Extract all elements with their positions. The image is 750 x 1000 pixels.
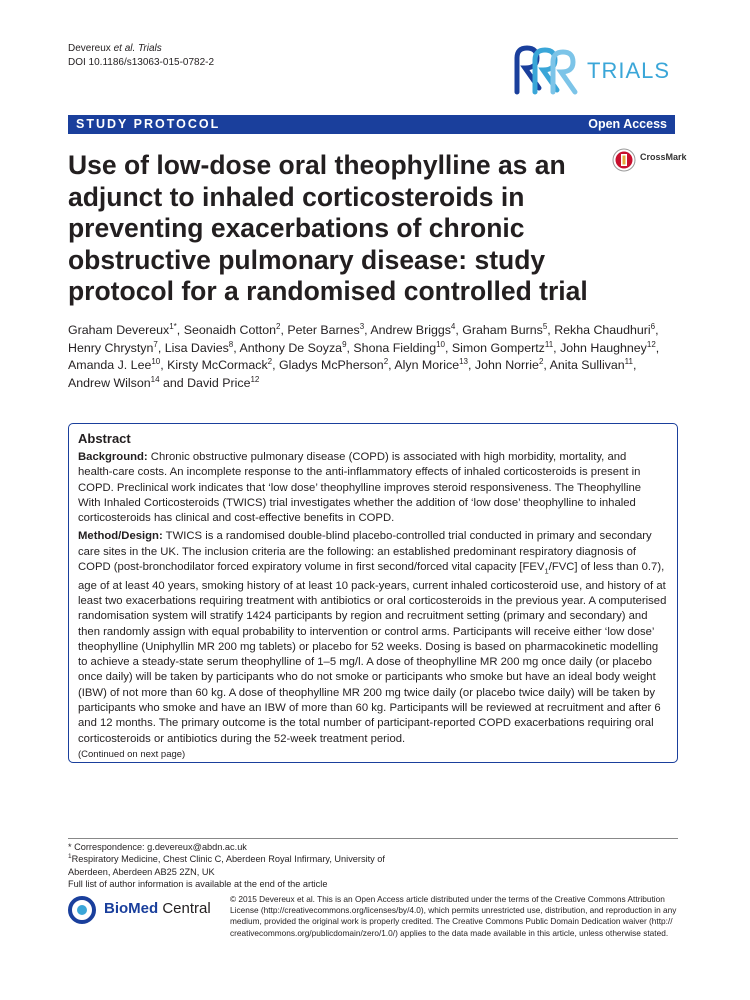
author-name[interactable]: Seonaidh Cotton <box>183 323 277 337</box>
author-name[interactable]: Andrew Briggs <box>370 323 451 337</box>
abstract-line: (IBW) of not more than 60 kg. A dose of theophylline MR 200 mg twice daily (or placebo twice daily) will be taken by <box>78 686 656 699</box>
abstract-text: TWICS is a randomised double-blind placebo-controlled trial conducted in primary and secondary <box>162 530 652 543</box>
author-line <box>68 340 678 358</box>
background-label: Background: <box>78 451 148 463</box>
author-affiliation-sup: 8 <box>228 339 234 349</box>
author-affiliation-sup: 11 <box>544 339 554 349</box>
method-label: Method/Design: <box>78 530 163 543</box>
trials-logo-icon <box>505 40 585 100</box>
abstract-line: corticosteroids or antibiotics during the 52-week treatment period. <box>78 732 406 745</box>
author-affiliation-sup: 2 <box>383 356 389 366</box>
title-line: preventing exacerbations of chronic <box>68 213 525 243</box>
author-affiliation-sup: 14 <box>150 374 160 384</box>
abstract-line: randomisation system will stratify 1424 participants by region and recruitment setting (primary and secondary) and <box>78 610 648 623</box>
biomed-central-name <box>104 900 211 917</box>
abstract-line <box>78 529 668 544</box>
author-separator: , <box>388 358 395 372</box>
author-line <box>68 357 678 375</box>
author-separator: , <box>160 358 168 372</box>
author-separator: , <box>455 323 463 337</box>
author-separator: , <box>157 340 165 355</box>
crossmark-label: CrossMark <box>640 152 687 162</box>
citation-et-al: et al. <box>113 43 136 54</box>
abstract-line: age of at least 40 years, smoking history of at least 10 pack-years, current inhaled corticosteroid use, and history of at <box>78 579 666 592</box>
author-line <box>68 375 678 393</box>
citation-doi[interactable]: DOI 10.1186/s13063-015-0782-2 <box>68 57 215 68</box>
article-type-banner <box>68 115 675 134</box>
article-citation <box>68 42 214 70</box>
abstract-background <box>78 450 668 526</box>
author-affiliation-sup: 2 <box>538 356 544 366</box>
publisher-name-rest: Central <box>158 900 211 917</box>
abstract-text: /FVC] of less than 0.7), <box>548 561 665 574</box>
author-affiliation-sup: 9 <box>342 339 347 349</box>
author-separator: , <box>655 323 659 337</box>
author-affiliation-sup: 10 <box>436 339 445 349</box>
crossmark-icon <box>612 148 636 172</box>
full-list-note: Full list of author information is available at the end of the article <box>68 878 328 889</box>
affiliation-text: Respiratory Medicine, Chest Clinic C, Aberdeen Royal Infirmary, University of <box>71 854 385 865</box>
correspondence-note[interactable]: * Correspondence: g.devereux@abdn.ac.uk <box>68 842 247 852</box>
author-separator: , <box>346 340 354 355</box>
title-line: protocol for a randomised controlled trial <box>68 276 588 306</box>
abstract-line: and 12 months. The primary outcome is the total number of participant-reported COPD exacerbations requiring oral <box>78 717 654 730</box>
title-line: Use of low-dose oral theophylline as an <box>68 150 566 180</box>
author-name[interactable]: Kirsty McCormack <box>167 358 268 372</box>
author-name[interactable]: Graham Devereux <box>68 323 170 337</box>
author-affiliation-sup: 11 <box>624 356 633 366</box>
author-name[interactable]: Simon Gompertz <box>451 340 545 355</box>
citation-author: Devereux <box>68 43 114 54</box>
crossmark-badge[interactable] <box>612 148 687 170</box>
author-separator: , <box>543 358 550 372</box>
author-name[interactable]: John Haughney <box>560 340 647 355</box>
trials-logo-word: TRIALS <box>587 58 671 83</box>
abstract-text: Chronic obstructive pulmonary disease (COPD) is associated with high morbidity, mortality, and <box>147 451 627 463</box>
author-separator: , <box>655 340 660 355</box>
abstract-line: COPD. Preclinical work indicates that ‘low dose’ theophylline improves steroid responsiveness. The Theophylline <box>78 481 642 494</box>
citation-journal: Trials <box>135 43 162 54</box>
abstract-line: care sites in the UK. The inclusion criteria are the following: an established predominant respiratory diagnosis of <box>78 545 637 558</box>
affiliation-note <box>68 853 678 865</box>
open-access-label[interactable]: Open Access <box>588 117 667 131</box>
author-list <box>68 322 678 392</box>
author-affiliation-sup: 5 <box>542 321 548 331</box>
author-name[interactable]: Peter Barnes <box>287 323 360 337</box>
affiliation-sup: 1 <box>68 853 72 861</box>
footnotes <box>68 838 678 890</box>
license-line: License (http://creativecommons.org/licenses/by/4.0), which permits unrestricted use, distribution, and reproduction in any <box>230 905 677 916</box>
author-separator: , <box>364 323 371 337</box>
abstract-line: to achieve a steady-state serum theophylline of 1–5 mg/l. A dose of theophylline MR 200 mg once daily (or placebo <box>78 656 652 669</box>
author-name[interactable]: Alyn Morice <box>394 358 460 372</box>
author-affiliation-sup: 4 <box>450 321 456 331</box>
abstract-line: With Inhaled Corticosteroids (TWICS) trial investigates whether the addition of ‘low dose’ theophylline to inhaled <box>78 496 636 509</box>
author-name[interactable]: Amanda J. Lee <box>68 358 152 372</box>
author-name[interactable]: Anita Sullivan <box>549 358 625 372</box>
author-name[interactable]: Anthony De Soyza <box>239 340 343 355</box>
author-affiliation-sup: 7 <box>153 339 158 349</box>
author-separator: , <box>632 358 637 372</box>
abstract-line: health-care costs. An incomplete response to the anti-inflammatory effects of inhaled corticosteroids is present in <box>78 466 641 479</box>
author-separator: , <box>272 358 280 372</box>
author-name[interactable]: Graham Burns <box>462 323 543 337</box>
abstract-line: least two exacerbations requiring treatment with antibiotics or oral corticosteroids in the previous year. A computerised <box>78 594 667 607</box>
abstract-line: participants who smoke and have an IBW of more than 60 kg. Participants will be reviewed at recruitment and after 6 <box>78 702 661 714</box>
author-separator: , <box>233 340 240 355</box>
author-affiliation-sup: 2 <box>276 321 281 331</box>
author-separator: , <box>280 323 288 337</box>
biomed-central-icon <box>68 896 100 924</box>
abstract-line <box>78 450 668 465</box>
author-name[interactable]: Rekha Chaudhuri <box>554 323 651 337</box>
author-name[interactable]: Andrew Wilson <box>68 375 151 390</box>
author-name[interactable]: Gladys McPherson <box>279 358 384 372</box>
abstract-method <box>78 529 668 746</box>
author-affiliation-sup: 3 <box>359 321 365 331</box>
biomed-central-logo <box>68 896 218 926</box>
abstract-line: once daily) will be taken by participants who do not smoke or participants who smoke but have an ideal body weight <box>78 671 656 684</box>
abstract-text: COPD (post-bronchodilator forced expiratory volume in first second/forced vital capacity [FEV <box>78 561 545 574</box>
author-affiliation-sup: 13 <box>459 356 468 366</box>
author-line <box>68 322 678 340</box>
trials-logo <box>505 40 685 100</box>
author-separator: and <box>159 375 188 390</box>
fev-subscript: 1 <box>544 566 549 576</box>
abstract-line: theophylline (Uniphyllin MR 200 mg tablets) or placebo for 52 weeks. Dosing is based on pharmacokinetic modelling <box>78 640 659 653</box>
title-line: obstructive pulmonary disease: study <box>68 244 546 275</box>
author-separator: , <box>176 323 184 337</box>
author-name[interactable]: David Price <box>187 375 251 390</box>
author-affiliation-sup: 1* <box>169 321 177 331</box>
citation-line <box>68 42 214 56</box>
abstract-heading: Abstract <box>78 431 131 446</box>
license-line: creativecommons.org/publicdomain/zero/1.0/) applies to the data made available in this article, unless otherwise stated. <box>230 927 669 938</box>
author-separator: , <box>553 340 561 355</box>
article-type-label: STUDY PROTOCOL <box>76 117 221 131</box>
abstract-line: then randomly assign with equal probability to intervention or control arms. Participants will receive either ‘low dose’ <box>78 625 655 638</box>
article-title <box>68 150 598 308</box>
author-name[interactable]: Henry Chrystyn <box>68 340 154 355</box>
author-name[interactable]: Shona Fielding <box>353 340 437 355</box>
author-affiliation-sup: 12 <box>646 339 656 349</box>
author-affiliation-sup: 6 <box>650 321 656 331</box>
author-affiliation-sup: 10 <box>151 356 161 366</box>
author-affiliation-sup: 2 <box>267 356 273 366</box>
license-line: medium, provided the original work is properly credited. The Creative Commons Public Domain Dedication waiver (http:// <box>230 916 673 927</box>
author-separator: , <box>445 340 452 355</box>
license-line: © 2015 Devereux et al. This is an Open Access article distributed under the terms of the Creative Commons Attribution <box>230 894 665 904</box>
title-line: adjunct to inhaled corticosteroids in <box>68 181 525 212</box>
continued-note: (Continued on next page) <box>78 748 186 760</box>
affiliation-note-cont: Aberdeen, Aberdeen AB25 2ZN, UK <box>68 866 215 877</box>
author-name[interactable]: Lisa Davies <box>164 340 229 355</box>
author-separator: , <box>547 323 555 337</box>
abstract-box <box>68 423 678 763</box>
abstract-line <box>78 560 668 579</box>
author-affiliation-sup: 12 <box>250 374 260 384</box>
author-separator: , <box>468 358 475 372</box>
author-name[interactable]: John Norrie <box>474 358 539 372</box>
publisher-name-bold: BioMed <box>104 900 159 917</box>
license-statement <box>230 894 680 939</box>
abstract-line: corticosteroids has clinical and cost-effective benefits in COPD. <box>78 512 395 525</box>
